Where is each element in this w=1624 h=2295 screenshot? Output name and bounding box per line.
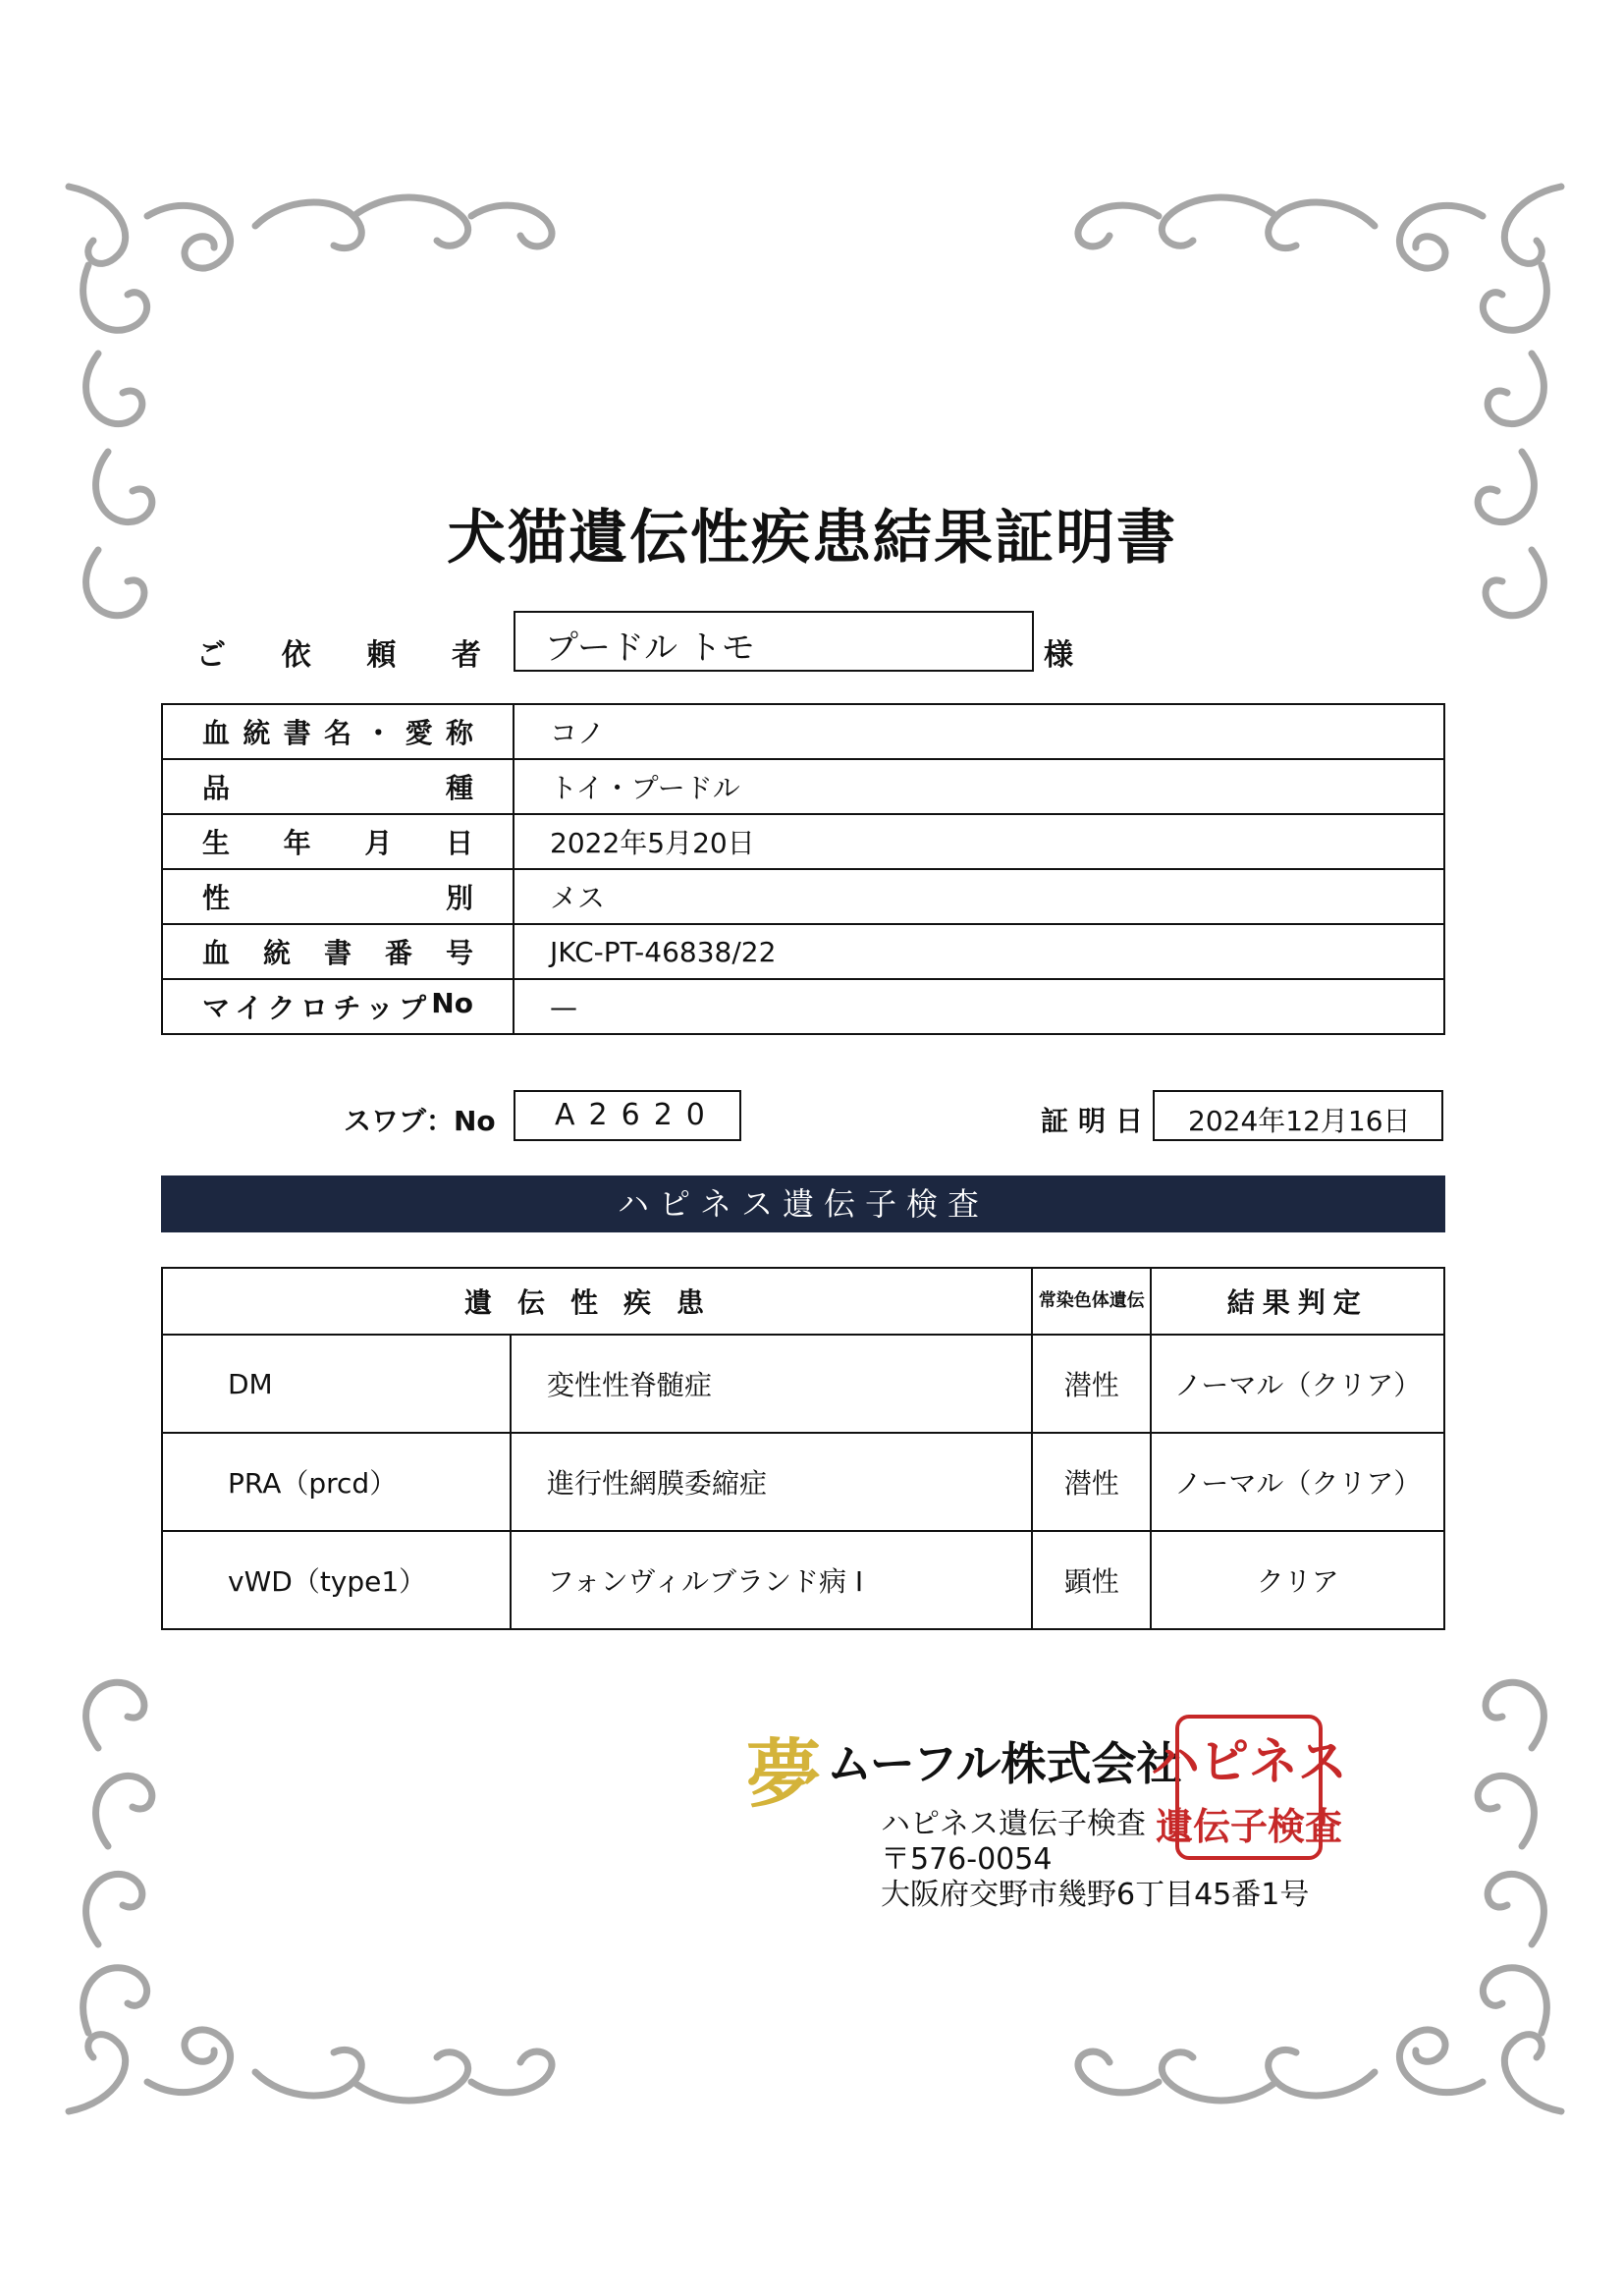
- requester-label: [196, 630, 481, 674]
- info-row: [162, 979, 1444, 1034]
- info-label: [162, 759, 514, 814]
- info-label-text: 血 統 書 名 ・ 愛 称: [202, 717, 473, 749]
- info-value: トイ・プードル: [514, 759, 1444, 814]
- seal-line-1: ハピネス: [1151, 1732, 1347, 1790]
- disease-code: DM: [162, 1335, 511, 1433]
- requester-label-c2: 頼: [366, 638, 397, 673]
- seal-frame: [1151, 1714, 1347, 1861]
- info-label: [162, 704, 514, 759]
- dog-info-table: [161, 703, 1445, 1035]
- requester-label-c0: ご: [196, 638, 226, 673]
- result-row: [162, 1335, 1444, 1433]
- document-title: 犬猫遺伝性疾患結果証明書: [447, 504, 1177, 573]
- inheritance-type: 潜性: [1032, 1335, 1151, 1433]
- inheritance-type: 潜性: [1032, 1433, 1151, 1531]
- swab-number: A2620: [514, 1090, 741, 1141]
- info-value: メス: [514, 869, 1444, 924]
- requester-label-c3: 者: [451, 638, 481, 673]
- seal-line-2: 遺伝子検査: [1155, 1804, 1343, 1848]
- disease-name: 進行性網膜委縮症: [511, 1433, 1032, 1531]
- header-inheritance: 常染色体遺伝: [1032, 1268, 1151, 1335]
- info-label: [162, 924, 514, 979]
- info-row: [162, 814, 1444, 869]
- company-name: ムーフル株式会社: [827, 1737, 1182, 1790]
- requester-suffix: 様: [1044, 638, 1073, 673]
- info-value: 2022年5月20日: [514, 814, 1444, 869]
- company-logo: 夢: [746, 1730, 821, 1818]
- cert-date-label: 証明日: [1041, 1105, 1154, 1137]
- disease-code: vWD（type1）: [162, 1531, 511, 1629]
- disease-name: 変性性脊髄症: [511, 1335, 1032, 1433]
- cert-date-value: 2024年12月16日: [1153, 1090, 1443, 1141]
- info-label-text: マ イ ク ロ チ ッ プ No: [202, 987, 473, 1024]
- result-judgment: ノーマル（クリア）: [1151, 1335, 1444, 1433]
- disease-code: PRA（prcd）: [162, 1433, 511, 1531]
- result-row: [162, 1433, 1444, 1531]
- info-label: [162, 814, 514, 869]
- inheritance-type: 顕性: [1032, 1531, 1151, 1629]
- info-row: [162, 869, 1444, 924]
- test-banner: ハピネス遺伝子検査: [161, 1175, 1445, 1232]
- info-value: コノ: [514, 704, 1444, 759]
- header-disease: 遺伝性疾患: [162, 1268, 1032, 1335]
- company-postal: 〒576-0054: [881, 1842, 1053, 1877]
- info-label-text: 性 別: [202, 882, 473, 914]
- info-value: JKC-PT-46838/22: [514, 924, 1444, 979]
- requester-label-c1: 依: [281, 638, 311, 673]
- info-row: [162, 704, 1444, 759]
- result-row: [162, 1531, 1444, 1629]
- info-label-text: 生 年 月 日: [202, 827, 473, 859]
- info-label: [162, 979, 514, 1034]
- info-row: [162, 924, 1444, 979]
- info-label-text: 品 種: [202, 772, 473, 804]
- info-label: [162, 869, 514, 924]
- info-row: [162, 759, 1444, 814]
- company-address: 大阪府交野市幾野6丁目45番1号: [881, 1878, 1310, 1912]
- ornament-bottom-left: [59, 1669, 569, 2121]
- disease-name: フォンヴィルブランド病 I: [511, 1531, 1032, 1629]
- results-table: [161, 1267, 1445, 1630]
- result-judgment: クリア: [1151, 1531, 1444, 1629]
- swab-label: スワブ：No: [344, 1105, 496, 1137]
- requester-name-field: プードル トモ: [514, 611, 1034, 672]
- result-judgment: ノーマル（クリア）: [1151, 1433, 1444, 1531]
- company-seal: [1151, 1714, 1347, 1861]
- info-value: —: [514, 979, 1444, 1034]
- header-result: 結果判定: [1151, 1268, 1444, 1335]
- info-label-text: 血 統 書 番 号: [202, 937, 473, 969]
- company-dept: ハピネス遺伝子検査: [881, 1807, 1146, 1841]
